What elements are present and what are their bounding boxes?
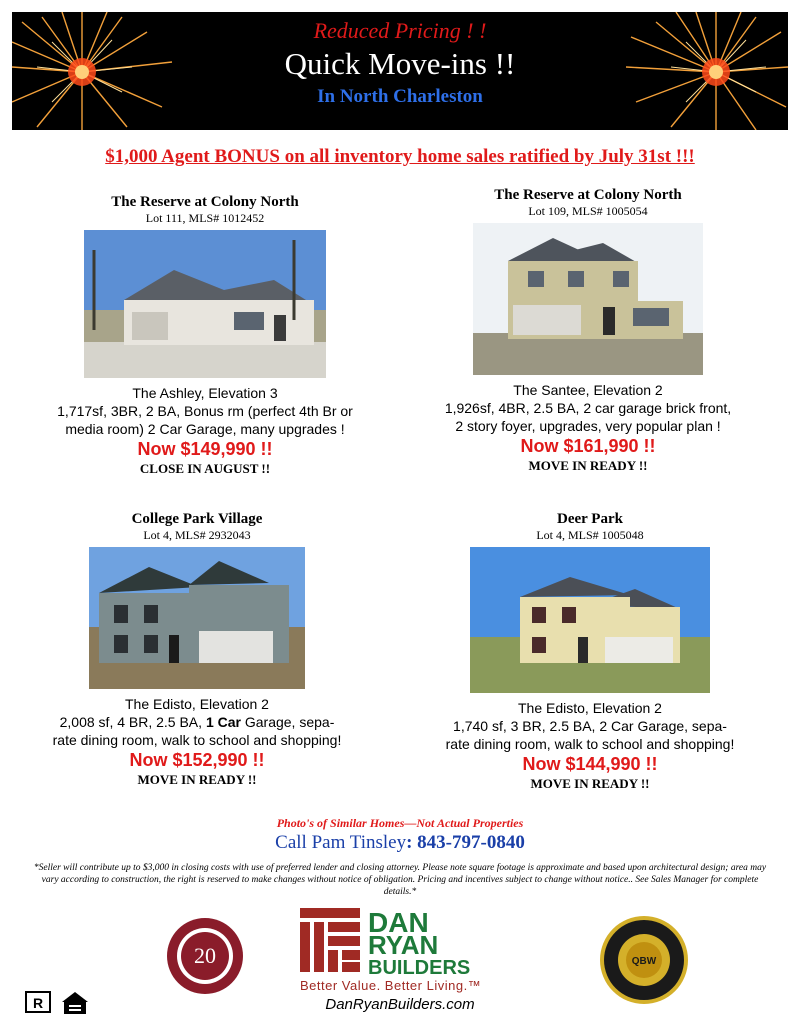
contact-name: Call Pam Tinsley xyxy=(275,832,407,853)
house-photo xyxy=(89,547,305,689)
listing-price: Now $144,990 !! xyxy=(522,754,658,774)
banner-text xyxy=(184,12,616,130)
desc-text: Garage, sepa- xyxy=(240,714,335,730)
listing-model: The Edisto, Elevation 2 xyxy=(125,696,269,712)
listing-lot: Lot 4, MLS# 1005048 xyxy=(536,528,644,542)
listing-card xyxy=(30,194,380,478)
listing-description: 2 story foyer, upgrades, very popular plan ! xyxy=(455,418,721,434)
listing-price: Now $161,990 !! xyxy=(520,436,656,456)
agent-bonus-headline: $1,000 Agent BONUS on all inventory home sales ratified by July 31st !!! xyxy=(105,146,695,167)
listing-description: rate dining room, walk to school and shopping! xyxy=(445,736,735,752)
listing-description: 1,717sf, 3BR, 2 BA, Bonus rm (perfect 4th Br or xyxy=(57,403,353,419)
fireworks-image-right xyxy=(616,12,788,130)
listing-card xyxy=(410,511,770,793)
equal-housing-icon xyxy=(60,990,90,1020)
website-url: DanRyanBuilders.com xyxy=(325,996,475,1013)
listing-status: MOVE IN READY !! xyxy=(528,458,648,473)
listing-description: 1,740 sf, 3 BR, 2.5 BA, 2 Car Garage, sepa- xyxy=(453,718,727,734)
desc-highlight: 1 Car xyxy=(205,714,241,730)
banner-title: Quick Move-ins !! xyxy=(284,46,516,81)
header-banner xyxy=(12,12,788,130)
brand-dan: DAN xyxy=(368,907,429,938)
house-photo xyxy=(470,547,710,693)
photos-disclaimer: Photo's of Similar Homes—Not Actual Properties xyxy=(276,816,524,830)
banner-reduced-pricing: Reduced Pricing ! ! xyxy=(313,18,487,43)
listing-community: Deer Park xyxy=(557,511,623,527)
listing-card xyxy=(22,511,372,789)
brand-tagline: Better Value. Better Living.™ xyxy=(300,978,482,993)
contact-line xyxy=(0,832,800,854)
fireworks-image-left xyxy=(12,12,184,130)
listing-model: The Edisto, Elevation 2 xyxy=(518,700,662,716)
listing-community: The Reserve at Colony North xyxy=(494,187,682,203)
listing-price: Now $149,990 !! xyxy=(137,439,273,459)
banner-subtitle: In North Charleston xyxy=(317,86,483,107)
brand-builders: BUILDERS xyxy=(368,957,471,979)
anniversary-seal-logo xyxy=(165,916,245,996)
fine-print: *Seller will contribute up to $3,000 in closing costs with use of preferred lender and closing attorney. Please note square footage is approximate and based upon architectural design; area may vary according to construction, the right is reserved to make changes without notice of obligation. Pricing and incentives subject to change without notice.. See Sales Manager for complete details.* xyxy=(33,863,767,897)
listing-card xyxy=(413,187,763,475)
realtor-icon xyxy=(24,990,52,1020)
listing-description xyxy=(22,713,372,731)
listing-status: MOVE IN READY !! xyxy=(137,772,257,787)
svg-text:20: 20 xyxy=(194,943,216,968)
house-photo xyxy=(473,223,703,375)
house-photo xyxy=(84,230,326,378)
listing-lot: Lot 4, MLS# 2932043 xyxy=(143,528,251,542)
listing-price: Now $152,990 !! xyxy=(129,750,265,770)
listing-status: CLOSE IN AUGUST !! xyxy=(139,461,271,476)
listing-model: The Ashley, Elevation 3 xyxy=(132,385,278,401)
listing-description: rate dining room, walk to school and shopping! xyxy=(52,732,342,748)
brand-ryan: RYAN xyxy=(368,930,439,960)
listing-lot: Lot 111, MLS# 1012452 xyxy=(145,211,265,225)
listing-community: The Reserve at Colony North xyxy=(111,194,299,210)
desc-text: 2,008 sf, 4 BR, 2.5 BA, xyxy=(59,714,206,730)
listing-description: media room) 2 Car Garage, many upgrades ! xyxy=(65,421,345,437)
svg-text:R: R xyxy=(32,995,44,1011)
svg-text:QBW: QBW xyxy=(631,956,657,967)
listing-community: College Park Village xyxy=(131,511,263,527)
listing-model: The Santee, Elevation 2 xyxy=(513,382,663,398)
contact-phone: : 843-797-0840 xyxy=(406,832,525,853)
listing-lot: Lot 109, MLS# 1005054 xyxy=(528,204,648,218)
listing-description: 1,926sf, 4BR, 2.5 BA, 2 car garage brick front, xyxy=(444,400,732,416)
listing-status: MOVE IN READY !! xyxy=(530,776,650,791)
builder-of-integrity-award-logo xyxy=(596,912,692,1008)
